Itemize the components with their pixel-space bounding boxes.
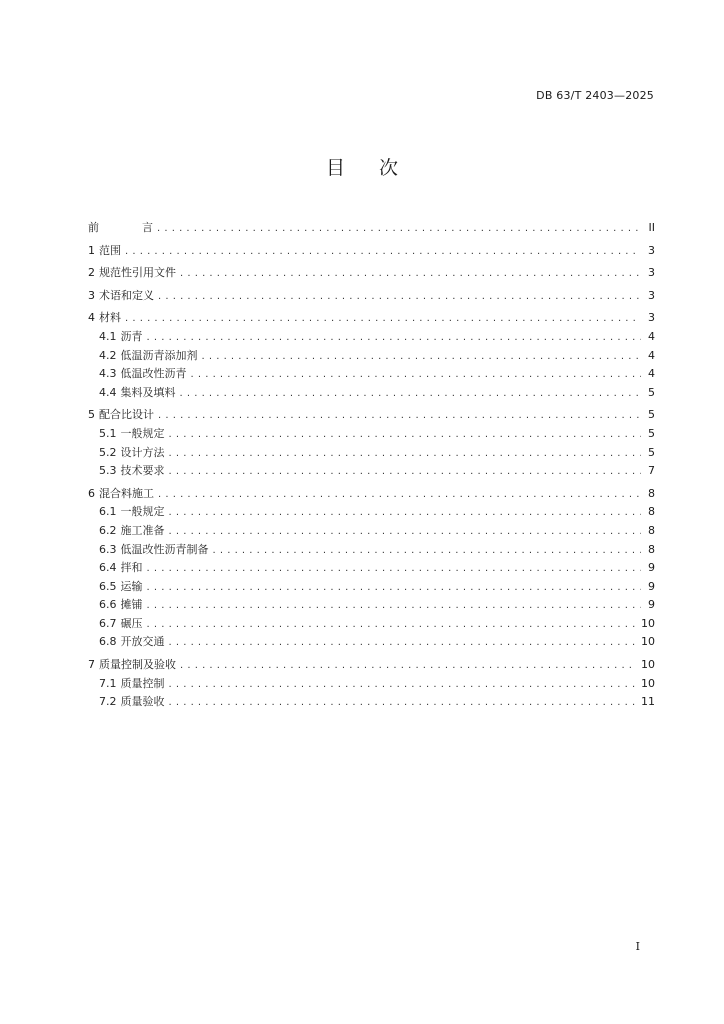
toc-entry[interactable] [88,656,655,675]
toc-entry-number: 4.2 [99,348,117,362]
preface-label-first: 前 [88,221,99,234]
toc-entry-page: 3 [648,311,655,325]
toc-entry-text: 开放交通 [120,635,165,649]
toc-entry-page: 3 [648,243,655,257]
toc-entry-page: 5 [648,408,655,422]
dot-leader [180,385,642,404]
toc-subentry[interactable] [88,541,655,560]
toc-entry-page: 8 [648,523,655,537]
dot-leader [180,265,641,284]
dot-leader [169,445,642,464]
toc-subentry[interactable] [88,693,655,712]
dot-leader [213,542,642,561]
toc-entry-preface[interactable] [88,219,655,238]
toc-subentry[interactable] [88,384,655,403]
dot-leader [169,523,642,542]
toc-entry-page: II [648,221,655,234]
toc-entry-text: 低温沥青添加剂 [120,348,198,362]
toc-subentry[interactable] [88,578,655,597]
toc-entry-text: 碾压 [120,616,143,630]
toc-entry[interactable] [88,406,655,425]
toc-entry-page: 10 [641,616,655,630]
dot-leader [158,486,641,505]
dot-leader [191,366,642,385]
document-code: DB 63/T 2403—2025 [536,89,654,102]
toc-subentry[interactable] [88,503,655,522]
dot-leader [169,426,642,445]
toc-entry-page: 3 [648,266,655,280]
toc-entry-page: 9 [648,579,655,593]
toc-subentry[interactable] [88,328,655,347]
toc-entry-number: 6 [88,486,95,500]
toc-entry-number: 7 [88,658,95,672]
toc-entry-text: 集料及填料 [120,385,176,399]
toc-entry-page: 11 [641,695,655,709]
toc-entry-page: 9 [648,561,655,575]
toc-entry-page: 10 [641,635,655,649]
toc-entry-text: 低温改性沥青 [120,367,187,381]
toc-entry-number: 4 [88,311,95,325]
dot-leader [158,407,641,426]
toc-entry-text: 拌和 [120,561,143,575]
toc-entry-number: 6.5 [99,579,117,593]
dot-leader [202,348,642,367]
toc-entry-number: 6.8 [99,635,117,649]
toc-subentry[interactable] [88,425,655,444]
toc-entry-page: 8 [648,505,655,519]
dot-leader [125,243,641,262]
toc-entry-text: 配合比设计 [99,408,154,422]
toc-entry-text: 材料 [99,311,121,325]
toc-entry-page: 8 [648,542,655,556]
toc-entry-text: 施工准备 [120,523,165,537]
dot-leader [169,504,642,523]
toc-entry-text: 一般规定 [120,426,165,440]
toc-entry-text: 术语和定义 [99,288,154,302]
toc-entry-number: 6.7 [99,616,117,630]
toc-entry-text: 混合料施工 [99,486,154,500]
toc-entry-page: 5 [648,445,655,459]
toc-entry-page: 7 [648,464,655,478]
toc-entry-number: 4.4 [99,385,117,399]
preface-label-second: 言 [142,221,153,234]
toc-subentry[interactable] [88,675,655,694]
toc-title: 目次 [325,157,432,179]
toc-entry-number: 7.1 [99,676,117,690]
toc-entry-number: 5 [88,408,95,422]
toc-entry-page: 4 [648,329,655,343]
toc-entry-page: 10 [641,658,655,672]
toc-subentry[interactable] [88,559,655,578]
toc-entry-text: 摊铺 [120,598,143,612]
toc-entry-page: 4 [648,367,655,381]
toc-subentry[interactable] [88,615,655,634]
toc-entry-number: 5.3 [99,464,117,478]
toc-entry-page: 9 [648,598,655,612]
toc-entry-page: 5 [648,426,655,440]
dot-leader [169,463,642,482]
toc-entry-text: 范围 [99,243,121,257]
toc-entry[interactable] [88,485,655,504]
toc-subentry[interactable] [88,462,655,481]
page-number: I [635,940,640,953]
dot-leader [169,676,638,695]
toc-entry-number: 3 [88,288,95,302]
toc-entry-page: 8 [648,486,655,500]
toc-entry-page: 10 [641,676,655,690]
toc-entry-number: 6.1 [99,505,117,519]
toc-entry-text: 技术要求 [120,464,165,478]
toc-entry-text: 一般规定 [120,505,165,519]
dot-leader [147,560,642,579]
dot-leader [147,579,642,598]
toc-entry-number: 7.2 [99,695,117,709]
dot-leader [125,310,641,329]
toc-entry-page: 5 [648,385,655,399]
dot-leader [169,694,638,713]
toc-entry-text: 设计方法 [120,445,165,459]
toc-entry-text: 规范性引用文件 [99,266,176,280]
toc-entry[interactable] [88,309,655,328]
toc-subentry[interactable] [88,522,655,541]
toc-subentry[interactable] [88,365,655,384]
toc-entry-number: 6.6 [99,598,117,612]
toc-entry[interactable] [88,264,655,283]
toc-entry-text: 低温改性沥青制备 [120,542,209,556]
toc-entry-number: 2 [88,266,95,280]
toc-entry[interactable] [88,242,655,261]
table-of-contents [88,219,655,712]
toc-entry-number: 6.2 [99,523,117,537]
toc-entry-text: 沥青 [120,329,143,343]
toc-entry-number: 5.2 [99,445,117,459]
toc-entry-number: 5.1 [99,426,117,440]
toc-entry-page: 3 [648,288,655,302]
toc-subentry[interactable] [88,444,655,463]
dot-leader [147,329,642,348]
toc-subentry[interactable] [88,347,655,366]
toc-entry-number: 6.4 [99,561,117,575]
toc-entry-number: 4.3 [99,367,117,381]
dot-leader [169,634,638,653]
toc-entry-text: 运输 [120,579,143,593]
toc-entry[interactable] [88,287,655,306]
dot-leader [180,657,637,676]
toc-entry-page: 4 [648,348,655,362]
toc-entry-number: 1 [88,243,95,257]
dot-leader [147,597,642,616]
dot-leader [157,220,641,239]
dot-leader [147,616,638,635]
toc-entry-number: 4.1 [99,329,117,343]
toc-entry-text: 质量控制 [120,676,165,690]
toc-entry-number: 6.3 [99,542,117,556]
toc-entry-text: 质量控制及验收 [99,658,176,672]
dot-leader [158,288,641,307]
toc-subentry[interactable] [88,596,655,615]
toc-subentry[interactable] [88,633,655,652]
toc-entry-label [88,219,153,238]
toc-entry-text: 质量验收 [120,695,165,709]
